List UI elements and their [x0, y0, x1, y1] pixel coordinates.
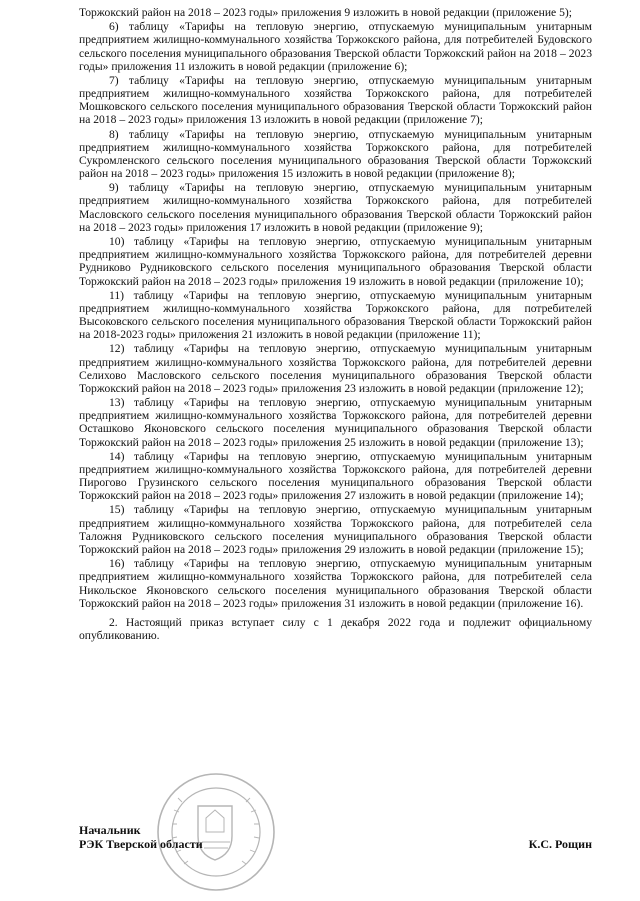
paragraph-item-11: 11) таблицу «Тарифы на тепловую энергию, отпускаемую муниципальным унитарным предприятием жилищно-коммунального хозяйства Торжокского района, для потребителей Высоковского сельского поселения муниципального образования Тверской области Торжокский район на 2018-2023 годы» приложения 21 изложить в новой редакции (приложение 11); — [79, 288, 592, 342]
paragraph-item-14: 14) таблицу «Тарифы на тепловую энергию, отпускаемую муниципальным унитарным предприятием жилищно-коммунального хозяйства Торжокского района, для потребителей деревни Пирогово Грузинского сельского поселения муниципального образования Тверской области Торжокский район на 2018 – 2023 годы» приложения 27 изложить в новой редакции (приложение 14); — [79, 449, 592, 503]
paragraph-item-9: 9) таблицу «Тарифы на тепловую энергию, отпускаемую муниципальным унитарным предприятием жилищно-коммунального хозяйства Торжокского района, для потребителей Масловского сельского поселения муниципального образования Тверской области Торжокский район на 2018 – 2023 годы» приложения 17 изложить в новой редакции (приложение 9); — [79, 181, 592, 234]
paragraph-item-8: 8) таблицу «Тарифы на тепловую энергию, отпускаемую муниципальным унитарным предприятием жилищно-коммунального хозяйства Торжокского района, для потребителей Сукромленского сельского поселения муниципального образования Тверской области Торжокский район на 2018 – 2023 годы» приложения 15 изложить в новой редакции (приложение 8); — [79, 127, 592, 181]
paragraph-item-12: 12) таблицу «Тарифы на тепловую энергию, отпускаемую муниципальным унитарным предприятием жилищно-коммунального хозяйства Торжокского района, для потребителей деревни Селихово Масловского сельского поселения муниципального образования Тверской области Торжокский район на 2018 – 2023 годы» приложения 23 изложить в новой редакции (приложение 12); — [79, 342, 592, 395]
paragraph-item-15: 15) таблицу «Тарифы на тепловую энергию, отпускаемую муниципальным унитарным предприятием жилищно-коммунального хозяйства Торжокского района, для потребителей села Таложня Рудниковского сельского поселения муниципального образования Тверской области Торжокский район на 2018 – 2023 годы» приложения 29 изложить в новой редакции (приложение 15); — [79, 503, 592, 557]
signatory-title-line2: РЭК Тверской области — [79, 837, 203, 851]
signature-block — [79, 823, 592, 851]
document-body — [79, 6, 592, 642]
paragraph-item-16: 16) таблицу «Тарифы на тепловую энергию, отпускаемую муниципальным унитарным предприятием жилищно-коммунального хозяйства Торжокского района, для потребителей села Никольское Яконовского сельского поселения муниципального образования Тверской области Торжокский район на 2018 – 2023 годы» приложения 31 изложить в новой редакции (приложение 16). — [79, 557, 592, 610]
paragraph-item-6: 6) таблицу «Тарифы на тепловую энергию, отпускаемую муниципальным унитарным предприятием жилищно-коммунального хозяйства Торжокского района, для потребителей Будовского сельского поселения муниципального образования Тверской области Торжокский район на 2018 – 2023 годы» приложения 11 изложить в новой редакции (приложение 6); — [79, 20, 592, 73]
paragraph-item-7: 7) таблицу «Тарифы на тепловую энергию, отпускаемую муниципальным унитарным предприятием жилищно-коммунального хозяйства Торжокского района, для потребителей Мошковского сельского поселения муниципального образования Тверской области Торжокский район на 2018 – 2023 годы» приложения 13 изложить в новой редакции (приложение 7); — [79, 73, 592, 127]
signatory-name: К.С. Рощин — [528, 837, 592, 851]
paragraph-item-13: 13) таблицу «Тарифы на тепловую энергию, отпускаемую муниципальным унитарным предприятием жилищно-коммунального хозяйства Торжокского района, для потребителей деревни Осташково Яконовского сельского поселения муниципального образования Тверской области Торжокский район на 2018 – 2023 годы» приложения 25 изложить в новой редакции (приложение 13); — [79, 396, 592, 449]
paragraph-item-10: 10) таблицу «Тарифы на тепловую энергию, отпускаемую муниципальным унитарным предприятием жилищно-коммунального хозяйства Торжокского района, для потребителей деревни Рудниково Рудниковского сельского поселения муниципального образования Тверской области Торжокский район на 2018 – 2023 годы» приложения 19 изложить в новой редакции (приложение 10); — [79, 234, 592, 288]
paragraph-continuation: Торжокский район на 2018 – 2023 годы» приложения 9 изложить в новой редакции (приложение 5); — [79, 6, 572, 19]
closing-paragraph: 2. Настоящий приказ вступает силу с 1 декабря 2022 года и подлежит официальному опубликованию. — [79, 615, 592, 643]
signatory-title-line1: Начальник — [79, 823, 141, 837]
